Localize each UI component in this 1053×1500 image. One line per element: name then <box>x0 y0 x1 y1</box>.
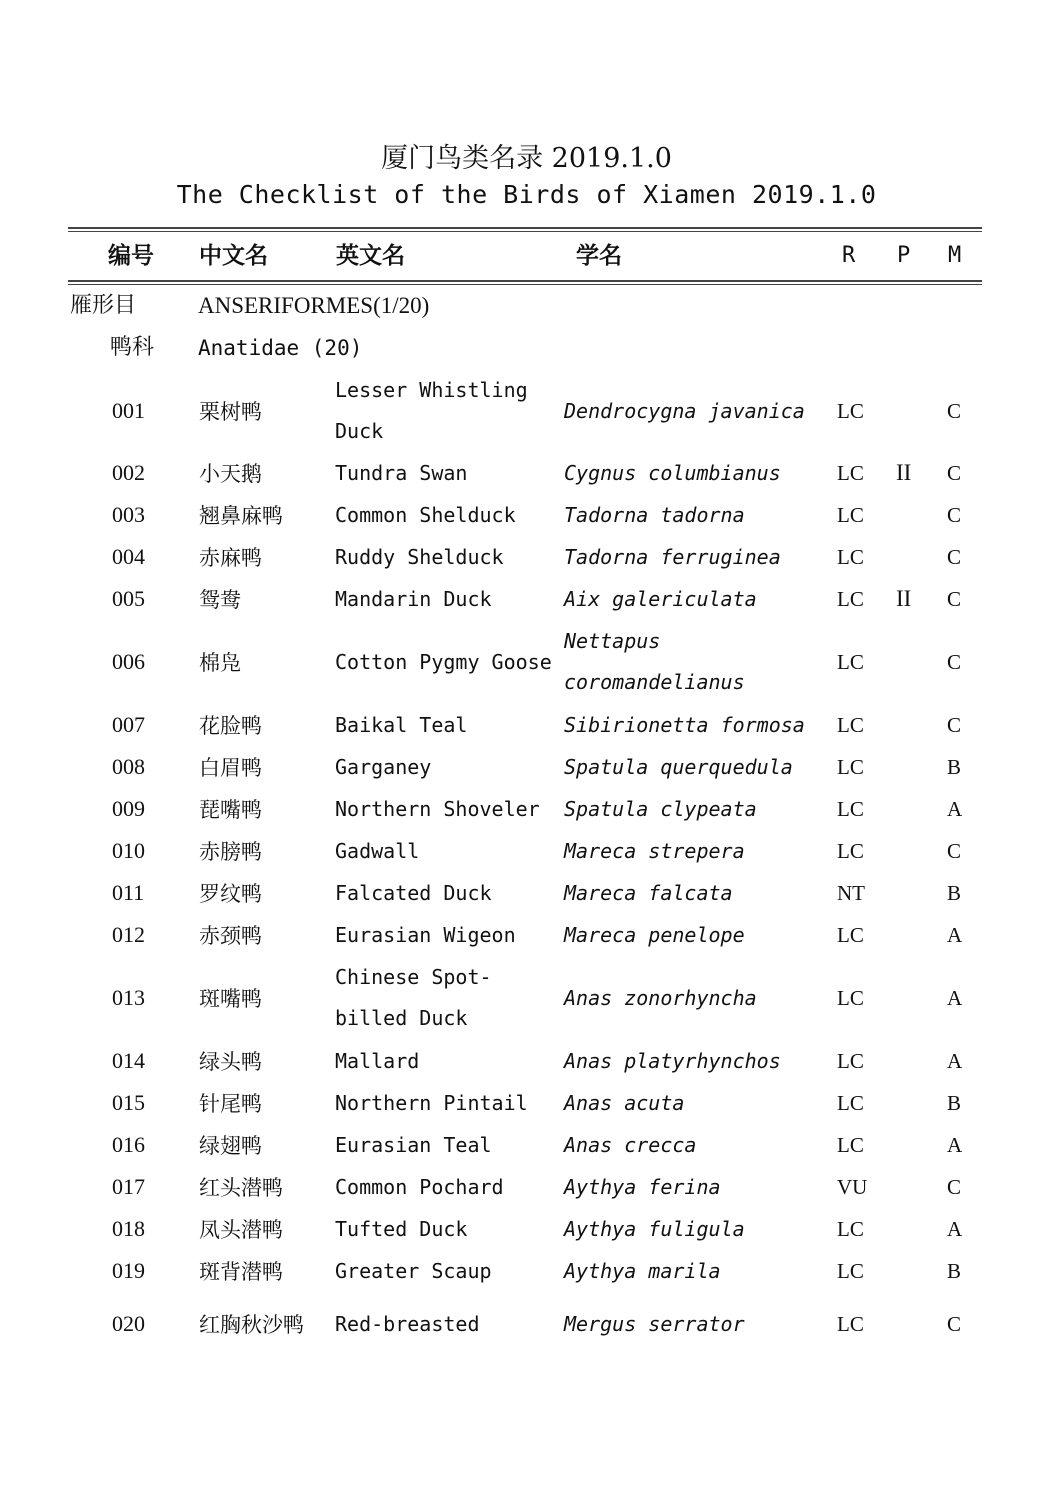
species-number: 012 <box>112 922 145 947</box>
species-scientific-name: Mareca falcata <box>564 880 733 905</box>
column-header-m: M <box>948 243 962 268</box>
species-chinese-name: 赤麻鸭 <box>199 546 262 570</box>
species-redlist-status: VU <box>837 1174 868 1199</box>
species-redlist-status: LC <box>837 1132 864 1157</box>
species-chinese-name: 花脸鸭 <box>199 714 262 738</box>
species-chinese-name: 白眉鸭 <box>199 756 262 780</box>
species-migration-code: C <box>947 586 962 611</box>
species-number: 005 <box>112 586 145 611</box>
species-migration-code: A <box>947 796 963 821</box>
species-migration-code: B <box>947 754 962 779</box>
table-row <box>0 494 1053 536</box>
species-redlist-status: LC <box>837 754 864 779</box>
species-number: 013 <box>112 985 145 1010</box>
species-english-name: Common Pochard <box>335 1174 504 1199</box>
species-scientific-name: Tadorna ferruginea <box>564 544 781 569</box>
table-row <box>0 1250 1053 1292</box>
table-row <box>0 536 1053 578</box>
species-number: 003 <box>112 502 145 527</box>
species-number: 019 <box>112 1258 145 1283</box>
species-english-name: Red-breasted <box>335 1311 480 1336</box>
species-english-name: Eurasian Wigeon <box>335 922 516 947</box>
species-redlist-status: LC <box>837 544 864 569</box>
species-migration-code: B <box>947 1090 962 1115</box>
document-title-english: The Checklist of the Birds of Xiamen 2019.1.0 <box>176 180 877 209</box>
species-redlist-status: LC <box>837 398 864 423</box>
species-migration-code: C <box>947 398 962 423</box>
species-english-name: Northern Pintail <box>335 1090 528 1115</box>
species-redlist-status: LC <box>837 1090 864 1115</box>
species-chinese-name: 斑背潜鸭 <box>199 1260 283 1284</box>
species-english-name: Mallard <box>335 1048 420 1073</box>
species-migration-code: C <box>947 502 962 527</box>
species-english-name: Gadwall <box>335 838 420 863</box>
species-english-name: Tufted Duck <box>335 1216 468 1241</box>
species-scientific-name: Aythya fuligula <box>564 1216 745 1241</box>
species-number: 020 <box>112 1311 145 1336</box>
species-table <box>0 370 1053 1356</box>
species-migration-code: A <box>947 1132 963 1157</box>
table-row <box>0 704 1053 746</box>
species-chinese-name: 小天鹅 <box>199 462 262 486</box>
species-migration-code: C <box>947 460 962 485</box>
species-redlist-status: LC <box>837 460 864 485</box>
table-row <box>0 872 1053 914</box>
species-redlist-status: LC <box>837 712 864 737</box>
header-rule-top <box>68 227 982 229</box>
species-chinese-name: 针尾鸭 <box>199 1092 262 1116</box>
species-scientific-name: Aix galericulata <box>564 586 757 611</box>
table-row <box>0 1208 1053 1250</box>
species-redlist-status: LC <box>837 922 864 947</box>
species-scientific-name: Cygnus columbianus <box>564 460 781 485</box>
species-number: 004 <box>112 544 145 569</box>
species-redlist-status: NT <box>837 880 865 905</box>
species-redlist-status: LC <box>837 838 864 863</box>
table-row <box>0 620 1053 704</box>
species-migration-code: C <box>947 544 962 569</box>
species-english-name: Greater Scaup <box>335 1258 492 1283</box>
species-redlist-status: LC <box>837 502 864 527</box>
species-chinese-name: 斑嘴鸭 <box>199 987 262 1011</box>
species-scientific-name: Aythya marila <box>564 1258 721 1283</box>
species-number: 009 <box>112 796 145 821</box>
species-scientific-name: Anas zonorhyncha <box>564 985 757 1010</box>
species-migration-code: C <box>947 1174 962 1199</box>
species-migration-code: A <box>947 1048 963 1073</box>
species-migration-code: B <box>947 1258 962 1283</box>
species-chinese-name: 红头潜鸭 <box>199 1176 283 1200</box>
species-scientific-name: Mareca penelope <box>564 922 745 947</box>
species-number: 018 <box>112 1216 145 1241</box>
species-scientific-name: Spatula querquedula <box>564 754 793 779</box>
species-number: 008 <box>112 754 145 779</box>
species-migration-code: A <box>947 1216 963 1241</box>
species-number: 016 <box>112 1132 145 1157</box>
species-redlist-status: LC <box>837 1048 864 1073</box>
species-scientific-name: Tadorna tadorna <box>564 502 745 527</box>
species-migration-code: C <box>947 1311 962 1336</box>
species-migration-code: C <box>947 712 962 737</box>
species-scientific-name: Anas platyrhynchos <box>564 1048 781 1073</box>
column-header-number: 编号 <box>108 243 154 269</box>
document-title-chinese: 厦门鸟类名录 2019.1.0 <box>381 143 672 174</box>
species-chinese-name: 鸳鸯 <box>199 588 241 612</box>
species-scientific-name: Anas crecca <box>564 1132 697 1157</box>
species-english-name: Mandarin Duck <box>335 586 492 611</box>
table-row <box>0 1040 1053 1082</box>
species-scientific-name: Spatula clypeata <box>564 796 757 821</box>
species-protection-level: II <box>896 586 912 611</box>
species-chinese-name: 琵嘴鸭 <box>199 798 262 822</box>
order-scientific-name: ANSERIFORMES(1/20) <box>198 293 430 318</box>
species-english-name: Baikal Teal <box>335 712 468 737</box>
species-english-name: Eurasian Teal <box>335 1132 492 1157</box>
species-english-name: Tundra Swan <box>335 460 468 485</box>
species-number: 011 <box>112 880 145 905</box>
species-redlist-status: LC <box>837 1311 864 1336</box>
species-number: 007 <box>112 712 145 737</box>
species-scientific-name: Mergus serrator <box>564 1311 745 1336</box>
species-protection-level: II <box>896 460 912 485</box>
species-number: 010 <box>112 838 145 863</box>
species-number: 001 <box>112 398 145 423</box>
table-row <box>0 830 1053 872</box>
species-english-name: Lesser Whistling Duck <box>335 378 528 443</box>
species-chinese-name: 绿头鸭 <box>199 1050 262 1074</box>
column-header-p: P <box>897 243 911 268</box>
species-redlist-status: LC <box>837 985 864 1010</box>
species-redlist-status: LC <box>837 586 864 611</box>
species-chinese-name: 红胸秋沙鸭 <box>199 1313 304 1337</box>
species-migration-code: C <box>947 838 962 863</box>
species-english-name: Common Shelduck <box>335 502 516 527</box>
species-chinese-name: 绿翅鸭 <box>199 1134 262 1158</box>
species-migration-code: A <box>947 985 963 1010</box>
species-english-name: Chinese Spot-billed Duck <box>335 965 492 1030</box>
table-row <box>0 578 1053 620</box>
table-row <box>0 1124 1053 1166</box>
species-chinese-name: 凤头潜鸭 <box>199 1218 283 1242</box>
species-scientific-name: Aythya ferina <box>564 1174 721 1199</box>
species-english-name: Cotton Pygmy Goose <box>335 649 552 674</box>
column-header-r: R <box>842 243 856 268</box>
family-chinese-name: 鸭科 <box>110 335 155 360</box>
species-migration-code: A <box>947 922 963 947</box>
column-header-scientific-name: 学名 <box>576 243 622 269</box>
table-row <box>0 370 1053 452</box>
species-redlist-status: LC <box>837 1258 864 1283</box>
header-rule-bottom <box>68 280 982 282</box>
species-redlist-status: LC <box>837 796 864 821</box>
species-english-name: Ruddy Shelduck <box>335 544 504 569</box>
species-scientific-name: Dendrocygna javanica <box>564 398 805 423</box>
table-row <box>0 746 1053 788</box>
header-rule-top-thin <box>68 231 982 232</box>
species-migration-code: C <box>947 649 962 674</box>
species-number: 002 <box>112 460 145 485</box>
species-english-name: Garganey <box>335 754 432 779</box>
table-row <box>0 956 1053 1040</box>
column-header-chinese-name: 中文名 <box>199 243 268 269</box>
species-scientific-name: Mareca strepera <box>564 838 745 863</box>
table-row <box>0 788 1053 830</box>
column-header-english-name: 英文名 <box>336 243 405 269</box>
table-row <box>0 1166 1053 1208</box>
species-chinese-name: 赤膀鸭 <box>199 840 262 864</box>
species-english-name: Falcated Duck <box>335 880 492 905</box>
table-row <box>0 1082 1053 1124</box>
table-row <box>0 914 1053 956</box>
species-chinese-name: 翘鼻麻鸭 <box>199 504 283 528</box>
species-redlist-status: LC <box>837 1216 864 1241</box>
order-chinese-name: 雁形目 <box>70 293 137 318</box>
species-scientific-name: Sibirionetta formosa <box>564 712 805 737</box>
species-migration-code: B <box>947 880 962 905</box>
table-row <box>0 1292 1053 1356</box>
header-rule-bottom-thin <box>68 284 982 285</box>
species-english-name: Northern Shoveler <box>335 796 540 821</box>
species-number: 014 <box>112 1048 145 1073</box>
species-chinese-name: 罗纹鸭 <box>199 882 262 906</box>
species-number: 015 <box>112 1090 145 1115</box>
table-row <box>0 452 1053 494</box>
species-chinese-name: 栗树鸭 <box>199 400 262 424</box>
species-scientific-name: Anas acuta <box>564 1090 685 1115</box>
species-chinese-name: 赤颈鸭 <box>199 924 262 948</box>
species-scientific-name: Nettapus coromandelianus <box>564 629 745 694</box>
species-number: 006 <box>112 649 145 674</box>
species-chinese-name: 棉凫 <box>199 651 241 675</box>
species-number: 017 <box>112 1174 145 1199</box>
family-scientific-name: Anatidae (20) <box>198 336 363 360</box>
species-redlist-status: LC <box>837 649 864 674</box>
